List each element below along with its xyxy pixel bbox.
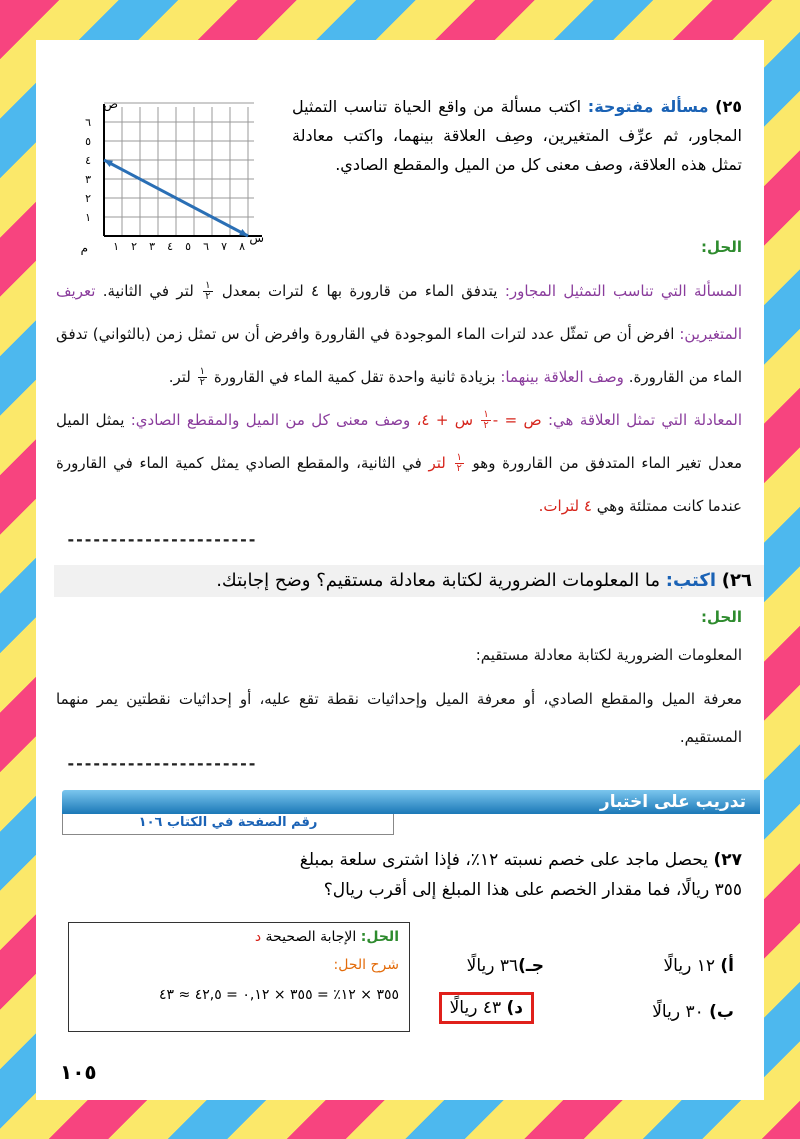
- p2-text: افرض أن ص تمثّل عدد لترات الماء الموجودة في القارورة وافرض أن س تمثل زمن (بالثواني) تدفق الماء من القارورة.: [56, 325, 742, 386]
- p2-label: تعريف المتغيرين:: [56, 282, 742, 343]
- q27-solution-box: [68, 922, 410, 1032]
- calculation: ٣٥٥ × ١٢٪ = ٣٥٥ × ٠,١٢ = ٤٢,٥ ≈ ٤٣: [159, 987, 399, 1003]
- q26-text: ما المعلومات الضرورية لكتابة معادلة مستقيم؟ وضح إجابتك.: [216, 570, 661, 591]
- divider: ----------------------: [66, 530, 256, 549]
- graph-grid: [104, 103, 254, 236]
- explain-label: شرح الحل:: [333, 957, 399, 973]
- q26-line1: المعلومات الضرورية لكتابة معادلة مستقيم:: [475, 646, 742, 664]
- p4-label: المعادلة التي تمثل العلاقة هي:: [548, 411, 742, 429]
- p3-end: لتر.: [168, 368, 191, 386]
- option-a[interactable]: أ) ١٢ ريالًا: [663, 956, 734, 976]
- equation-a: ص =: [504, 411, 542, 429]
- question-27: [282, 845, 742, 905]
- test-practice-banner: [62, 790, 760, 834]
- frac-sign: -: [492, 411, 499, 429]
- x-tick-label: ٦: [203, 240, 209, 253]
- page-number: ١٠٥: [60, 1060, 97, 1084]
- banner-bar: [62, 790, 760, 814]
- x-tick-label: ٧: [221, 240, 227, 253]
- p1-end: لتر في الثانية.: [102, 282, 194, 300]
- p4-text: يمثل الميل معدل تغير الماء المتدفق من القارورة وهو: [56, 411, 743, 472]
- option-b[interactable]: ب) ٣٠ ريالًا: [652, 1002, 734, 1022]
- q26-label: اكتب:: [665, 570, 717, 591]
- y-tick-label: ٣: [85, 173, 91, 186]
- banner-subtitle: رقم الصفحة في الكتاب ١٠٦: [62, 814, 394, 835]
- answer-letter: د: [254, 929, 262, 945]
- equation-b: س + ٤،: [416, 411, 474, 429]
- y-tick-label: ٤: [85, 154, 91, 167]
- divider: ----------------------: [66, 754, 256, 773]
- q25-solution-label: الحل:: [701, 238, 742, 256]
- q25-solution: [56, 270, 742, 528]
- x-tick-label: ٨: [239, 240, 245, 253]
- q27-number: ٢٧): [713, 850, 742, 870]
- page: [36, 40, 764, 1100]
- option-d-correct[interactable]: د) ٤٣ ريالًا: [439, 992, 534, 1024]
- y-axis-label: ص: [103, 97, 118, 111]
- question-25: [292, 92, 742, 179]
- q25-label: مسألة مفتوحة:: [587, 97, 709, 116]
- coordinate-graph: [80, 96, 274, 255]
- question-26: [54, 565, 764, 597]
- q25-number: ٢٥): [715, 97, 743, 116]
- q27-text: يحصل ماجد على خصم نسبته ١٢٪، فإذا اشترى سلعة بمبلغ ٣٥٥ ريالًا، فما مقدار الخصم على هذا المبلغ إلى أقرب ريال؟: [299, 850, 742, 900]
- answer-text: الإجابة الصحيحة: [265, 929, 357, 945]
- x-tick-label: ١: [113, 240, 119, 253]
- x-tick-label: ٢: [131, 240, 137, 253]
- x-tick-label: ٤: [167, 240, 173, 253]
- origin-label: م: [80, 241, 88, 255]
- p4-amount: ٤ لترات.: [538, 497, 592, 515]
- option-c[interactable]: جـ)٣٦ ريالًا: [466, 956, 544, 976]
- y-tick-label: ١: [85, 211, 91, 224]
- p4-text2: في الثانية، والمقطع الصادي يمثل كمية الماء في القارورة عندما كانت ممتلئة وهي: [56, 454, 742, 515]
- q26-line2: معرفة الميل والمقطع الصادي، أو معرفة الميل وإحداثيات نقطة تقع عليه، أو إحداثيات نقطتين يمر منهما المستقيم.: [56, 690, 742, 746]
- q26-number: ٢٦): [721, 570, 752, 591]
- y-tick-label: ٢: [85, 192, 91, 205]
- p3-label: وصف العلاقة بينهما:: [500, 368, 624, 386]
- p1-text: يتدفق الماء من قارورة بها ٤ لترات بمعدل: [221, 282, 498, 300]
- q25-text: اكتب مسألة من واقع الحياة تناسب التمثيل المجاور، ثم عرِّف المتغيرين، وصِف العلاقة بينهما، واكتب معادلة تمثل هذه العلاقة، وصف معنى كل من الميل والمقطع الصادي.: [292, 97, 742, 174]
- x-tick-label: ٥: [185, 240, 191, 253]
- fraction: $\frac{١}{٢}$: [483, 409, 489, 431]
- banner-title: تدريب على اختبار: [599, 792, 746, 812]
- x-tick-label: ٣: [149, 240, 155, 253]
- fraction: $\frac{١}{٢}$: [199, 366, 206, 388]
- q26-solution-label: الحل:: [701, 608, 742, 626]
- fraction: $\frac{١}{٢}$: [456, 452, 462, 474]
- p1-label: المسألة التي تناسب التمثيل المجاور:: [504, 282, 743, 300]
- p4-unit: لتر: [428, 454, 446, 472]
- y-tick-label: ٥: [85, 135, 91, 148]
- fraction: $\frac{١}{٢}$: [205, 280, 211, 302]
- p3-text: بزيادة ثانية واحدة تقل كمية الماء في القارورة: [213, 368, 496, 386]
- y-tick-label: ٦: [85, 116, 91, 129]
- x-axis-label: س: [249, 231, 264, 245]
- p4-label2: وصف معنى كل من الميل والمقطع الصادي:: [130, 411, 411, 429]
- q27-solution-label: الحل:: [360, 929, 399, 945]
